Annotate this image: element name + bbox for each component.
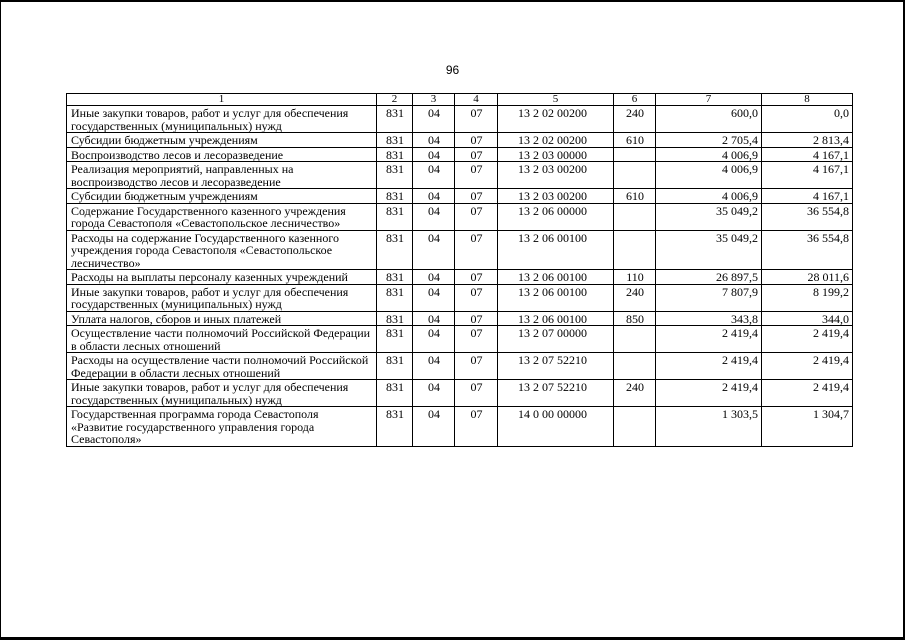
ministry-code-cell: 831: [377, 326, 413, 353]
amount-year2-cell: 28 011,6: [762, 270, 853, 285]
expense-type-cell: [614, 203, 656, 230]
target-article-cell: 13 2 07 52210: [498, 353, 614, 380]
table-header-cell: 4: [455, 94, 498, 106]
target-article-cell: 13 2 03 00200: [498, 162, 614, 189]
ministry-code-cell: 831: [377, 189, 413, 204]
amount-year1-cell: 2 705,4: [656, 133, 762, 148]
expense-type-cell: [614, 230, 656, 270]
page-number: 96: [445, 63, 460, 77]
subsection-cell: 07: [455, 106, 498, 133]
expense-name-cell: Осуществление части полномочий Российской Федерации в области лесных отношений: [67, 326, 377, 353]
subsection-cell: 07: [455, 407, 498, 447]
section-cell: 04: [413, 407, 455, 447]
expense-name-cell: Расходы на осуществление части полномочий Российской Федерации в области лесных отношений: [67, 353, 377, 380]
target-article-cell: 13 2 02 00200: [498, 133, 614, 148]
ministry-code-cell: 831: [377, 162, 413, 189]
table-row: [67, 230, 853, 270]
amount-year1-cell: 26 897,5: [656, 270, 762, 285]
page-border-top: [0, 0, 905, 2]
subsection-cell: 07: [455, 162, 498, 189]
ministry-code-cell: 831: [377, 380, 413, 407]
subsection-cell: 07: [455, 189, 498, 204]
section-cell: 04: [413, 353, 455, 380]
subsection-cell: 07: [455, 270, 498, 285]
amount-year2-cell: 0,0: [762, 106, 853, 133]
expense-name-cell: Иные закупки товаров, работ и услуг для обеспечения государственных (муниципальных) нужд: [67, 284, 377, 311]
amount-year2-cell: 4 167,1: [762, 189, 853, 204]
expense-type-cell: [614, 147, 656, 162]
section-cell: 04: [413, 380, 455, 407]
section-cell: 04: [413, 230, 455, 270]
target-article-cell: 13 2 06 00100: [498, 311, 614, 326]
amount-year1-cell: 343,8: [656, 311, 762, 326]
amount-year2-cell: 36 554,8: [762, 230, 853, 270]
page-border-left: [0, 0, 1, 640]
amount-year1-cell: 4 006,9: [656, 147, 762, 162]
ministry-code-cell: 831: [377, 284, 413, 311]
target-article-cell: 14 0 00 00000: [498, 407, 614, 447]
table-header-row: [67, 94, 853, 106]
expense-type-cell: 240: [614, 380, 656, 407]
section-cell: 04: [413, 147, 455, 162]
expense-type-cell: 850: [614, 311, 656, 326]
expense-name-cell: Расходы на содержание Государственного казенного учреждения города Севастополя «Севастопольское лесничество»: [67, 230, 377, 270]
target-article-cell: 13 2 03 00000: [498, 147, 614, 162]
expense-name-cell: Государственная программа города Севастополя «Развитие государственного управления города Севастополя»: [67, 407, 377, 447]
amount-year1-cell: 600,0: [656, 106, 762, 133]
ministry-code-cell: 831: [377, 353, 413, 380]
section-cell: 04: [413, 311, 455, 326]
expense-type-cell: 110: [614, 270, 656, 285]
table-row: [67, 133, 853, 148]
amount-year2-cell: 344,0: [762, 311, 853, 326]
subsection-cell: 07: [455, 353, 498, 380]
expense-name-cell: Субсидии бюджетным учреждениям: [67, 133, 377, 148]
expense-name-cell: Иные закупки товаров, работ и услуг для обеспечения государственных (муниципальных) нужд: [67, 106, 377, 133]
amount-year2-cell: 36 554,8: [762, 203, 853, 230]
table-row: [67, 284, 853, 311]
expense-name-cell: Уплата налогов, сборов и иных платежей: [67, 311, 377, 326]
table-header-cell: 3: [413, 94, 455, 106]
table-row: [67, 353, 853, 380]
expense-name-cell: Расходы на выплаты персоналу казенных учреждений: [67, 270, 377, 285]
amount-year1-cell: 35 049,2: [656, 230, 762, 270]
amount-year1-cell: 1 303,5: [656, 407, 762, 447]
ministry-code-cell: 831: [377, 133, 413, 148]
budget-table: [66, 93, 853, 447]
table-row: [67, 326, 853, 353]
subsection-cell: 07: [455, 326, 498, 353]
subsection-cell: 07: [455, 380, 498, 407]
ministry-code-cell: 831: [377, 230, 413, 270]
expense-name-cell: Иные закупки товаров, работ и услуг для обеспечения государственных (муниципальных) нужд: [67, 380, 377, 407]
target-article-cell: 13 2 07 00000: [498, 326, 614, 353]
table-header-cell: 8: [762, 94, 853, 106]
expense-type-cell: 240: [614, 284, 656, 311]
expense-type-cell: 610: [614, 189, 656, 204]
target-article-cell: 13 2 06 00000: [498, 203, 614, 230]
target-article-cell: 13 2 02 00200: [498, 106, 614, 133]
table-header-cell: 1: [67, 94, 377, 106]
section-cell: 04: [413, 133, 455, 148]
amount-year1-cell: 4 006,9: [656, 162, 762, 189]
subsection-cell: 07: [455, 203, 498, 230]
amount-year2-cell: 4 167,1: [762, 147, 853, 162]
table-row: [67, 147, 853, 162]
table-header-cell: 2: [377, 94, 413, 106]
expense-name-cell: Воспроизводство лесов и лесоразведение: [67, 147, 377, 162]
table-header-cell: 6: [614, 94, 656, 106]
subsection-cell: 07: [455, 284, 498, 311]
section-cell: 04: [413, 162, 455, 189]
amount-year2-cell: 2 419,4: [762, 380, 853, 407]
amount-year1-cell: 2 419,4: [656, 326, 762, 353]
target-article-cell: 13 2 06 00100: [498, 284, 614, 311]
section-cell: 04: [413, 106, 455, 133]
expense-type-cell: 610: [614, 133, 656, 148]
subsection-cell: 07: [455, 147, 498, 162]
ministry-code-cell: 831: [377, 311, 413, 326]
amount-year1-cell: 2 419,4: [656, 353, 762, 380]
ministry-code-cell: 831: [377, 106, 413, 133]
amount-year2-cell: 4 167,1: [762, 162, 853, 189]
ministry-code-cell: 831: [377, 147, 413, 162]
table-row: [67, 311, 853, 326]
target-article-cell: 13 2 03 00200: [498, 189, 614, 204]
table-row: [67, 380, 853, 407]
expense-type-cell: 240: [614, 106, 656, 133]
table-row: [67, 270, 853, 285]
amount-year2-cell: 2 419,4: [762, 353, 853, 380]
target-article-cell: 13 2 06 00100: [498, 270, 614, 285]
section-cell: 04: [413, 203, 455, 230]
subsection-cell: 07: [455, 311, 498, 326]
section-cell: 04: [413, 284, 455, 311]
amount-year1-cell: 7 807,9: [656, 284, 762, 311]
section-cell: 04: [413, 270, 455, 285]
amount-year1-cell: 35 049,2: [656, 203, 762, 230]
amount-year2-cell: 8 199,2: [762, 284, 853, 311]
amount-year2-cell: 2 419,4: [762, 326, 853, 353]
ministry-code-cell: 831: [377, 270, 413, 285]
table-row: [67, 203, 853, 230]
amount-year2-cell: 2 813,4: [762, 133, 853, 148]
section-cell: 04: [413, 326, 455, 353]
expense-type-cell: [614, 326, 656, 353]
ministry-code-cell: 831: [377, 203, 413, 230]
table-header-cell: 7: [656, 94, 762, 106]
section-cell: 04: [413, 189, 455, 204]
expense-type-cell: [614, 353, 656, 380]
target-article-cell: 13 2 07 52210: [498, 380, 614, 407]
subsection-cell: 07: [455, 133, 498, 148]
expense-type-cell: [614, 407, 656, 447]
expense-name-cell: Субсидии бюджетным учреждениям: [67, 189, 377, 204]
table-row: [67, 106, 853, 133]
ministry-code-cell: 831: [377, 407, 413, 447]
table-row: [67, 162, 853, 189]
table-header-cell: 5: [498, 94, 614, 106]
table-row: [67, 189, 853, 204]
subsection-cell: 07: [455, 230, 498, 270]
amount-year2-cell: 1 304,7: [762, 407, 853, 447]
target-article-cell: 13 2 06 00100: [498, 230, 614, 270]
expense-type-cell: [614, 162, 656, 189]
table-row: [67, 407, 853, 447]
amount-year1-cell: 2 419,4: [656, 380, 762, 407]
amount-year1-cell: 4 006,9: [656, 189, 762, 204]
expense-name-cell: Реализация мероприятий, направленных на воспроизводство лесов и лесоразведение: [67, 162, 377, 189]
expense-name-cell: Содержание Государственного казенного учреждения города Севастополя «Севастопольское лесничество»: [67, 203, 377, 230]
